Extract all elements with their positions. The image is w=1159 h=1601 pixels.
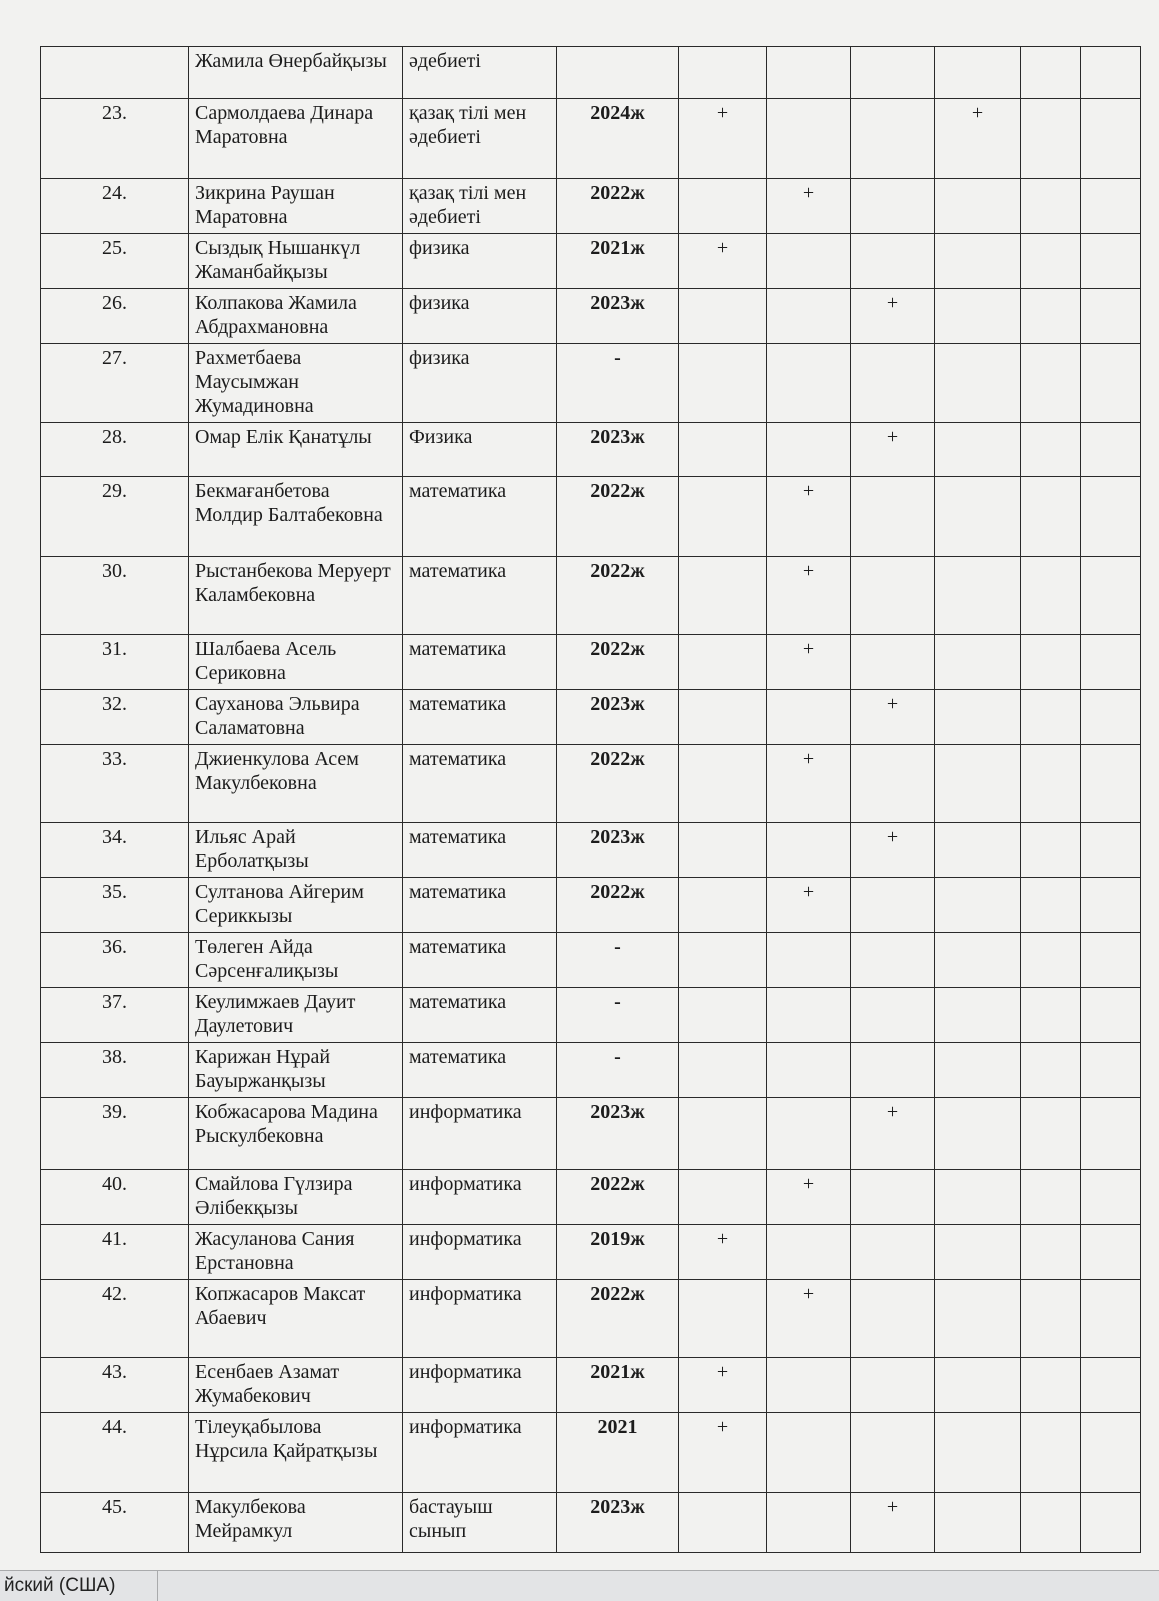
mark-cell [1021, 423, 1081, 477]
teacher-name-cell: Кобжасарова Мадина Рыскулбековна [189, 1098, 403, 1170]
mark-cell [851, 557, 935, 635]
row-number-cell: 27. [41, 344, 189, 423]
table-row [41, 988, 1141, 1043]
teacher-name-cell: Макулбекова Мейрамкул [189, 1493, 403, 1553]
subject-cell: физика [403, 234, 557, 289]
mark-cell [1021, 179, 1081, 234]
mark-cell [1081, 99, 1141, 179]
table-row [41, 823, 1141, 878]
table-row [41, 179, 1141, 234]
mark-cell [935, 878, 1021, 933]
mark-cell [851, 745, 935, 823]
mark-cell: + [767, 1170, 851, 1225]
subject-cell: математика [403, 745, 557, 823]
subject-cell: информатика [403, 1170, 557, 1225]
table-row [41, 423, 1141, 477]
mark-cell [1081, 933, 1141, 988]
teacher-name-cell: Жасуланова Сания Ерстановна [189, 1225, 403, 1280]
subject-cell: информатика [403, 1098, 557, 1170]
year-cell: 2022ж [557, 179, 679, 234]
mark-cell [851, 933, 935, 988]
table-row [41, 47, 1141, 99]
mark-cell [935, 635, 1021, 690]
row-number-cell: 40. [41, 1170, 189, 1225]
mark-cell [679, 745, 767, 823]
mark-cell [851, 477, 935, 557]
teacher-name-cell: Сармолдаева Динара Маратовна [189, 99, 403, 179]
mark-cell [1081, 988, 1141, 1043]
table-row [41, 289, 1141, 344]
mark-cell [1081, 47, 1141, 99]
year-cell: 2023ж [557, 1098, 679, 1170]
table-row [41, 1170, 1141, 1225]
mark-cell [851, 1413, 935, 1493]
subject-cell: математика [403, 635, 557, 690]
mark-cell [935, 477, 1021, 557]
year-cell: 2022ж [557, 745, 679, 823]
year-cell [557, 47, 679, 99]
mark-cell [767, 823, 851, 878]
table-row [41, 344, 1141, 423]
table-row [41, 690, 1141, 745]
row-number-cell: 24. [41, 179, 189, 234]
teacher-name-cell: Рыстанбекова Меруерт Каламбековна [189, 557, 403, 635]
mark-cell [679, 477, 767, 557]
mark-cell [767, 289, 851, 344]
mark-cell [851, 1358, 935, 1413]
year-cell: 2021ж [557, 1358, 679, 1413]
subject-cell: математика [403, 690, 557, 745]
mark-cell [1081, 179, 1141, 234]
mark-cell [1021, 823, 1081, 878]
teacher-name-cell: Ильяс Арай Ерболатқызы [189, 823, 403, 878]
mark-cell [767, 988, 851, 1043]
mark-cell [1081, 557, 1141, 635]
mark-cell: + [851, 1493, 935, 1553]
year-cell: - [557, 988, 679, 1043]
mark-cell [767, 1225, 851, 1280]
teacher-name-cell: Рахметбаева Маусымжан Жумадиновна [189, 344, 403, 423]
mark-cell [851, 179, 935, 234]
teacher-name-cell: Тілеуқабылова Нұрсила Қайратқызы [189, 1413, 403, 1493]
mark-cell [679, 1493, 767, 1553]
table-row [41, 1493, 1141, 1553]
table-row [41, 745, 1141, 823]
mark-cell [935, 234, 1021, 289]
mark-cell: + [851, 289, 935, 344]
mark-cell [1021, 344, 1081, 423]
subject-cell: бастауыш сынып [403, 1493, 557, 1553]
mark-cell [1081, 690, 1141, 745]
mark-cell [1021, 47, 1081, 99]
mark-cell [1081, 635, 1141, 690]
mark-cell [1081, 289, 1141, 344]
subject-cell: математика [403, 988, 557, 1043]
mark-cell [679, 1170, 767, 1225]
teacher-name-cell: Шалбаева Асель Сериковна [189, 635, 403, 690]
language-indicator[interactable]: йский (США) [0, 1571, 158, 1601]
mark-cell [679, 1098, 767, 1170]
row-number-cell [41, 47, 189, 99]
mark-cell [851, 1043, 935, 1098]
mark-cell [679, 878, 767, 933]
teacher-name-cell: Сыздық Нышанкүл Жаманбайқызы [189, 234, 403, 289]
mark-cell [679, 557, 767, 635]
mark-cell [1081, 344, 1141, 423]
subject-cell: физика [403, 344, 557, 423]
mark-cell: + [679, 99, 767, 179]
year-cell: 2022ж [557, 477, 679, 557]
teacher-name-cell: Джиенкулова Асем Макулбековна [189, 745, 403, 823]
row-number-cell: 29. [41, 477, 189, 557]
mark-cell [935, 1225, 1021, 1280]
mark-cell [767, 1493, 851, 1553]
mark-cell [679, 823, 767, 878]
row-number-cell: 32. [41, 690, 189, 745]
mark-cell [1081, 1413, 1141, 1493]
year-cell: - [557, 344, 679, 423]
mark-cell [767, 1043, 851, 1098]
table-row [41, 477, 1141, 557]
mark-cell [1021, 988, 1081, 1043]
row-number-cell: 35. [41, 878, 189, 933]
mark-cell [1021, 99, 1081, 179]
mark-cell [1081, 1098, 1141, 1170]
mark-cell [851, 99, 935, 179]
row-number-cell: 36. [41, 933, 189, 988]
mark-cell: + [935, 99, 1021, 179]
teacher-name-cell: Султанова Айгерим Сериккызы [189, 878, 403, 933]
mark-cell: + [767, 557, 851, 635]
mark-cell [767, 47, 851, 99]
row-number-cell: 41. [41, 1225, 189, 1280]
mark-cell [1021, 477, 1081, 557]
year-cell: 2023ж [557, 423, 679, 477]
mark-cell [767, 423, 851, 477]
mark-cell [935, 179, 1021, 234]
mark-cell [679, 47, 767, 99]
subject-cell: Физика [403, 423, 557, 477]
table-row [41, 878, 1141, 933]
mark-cell [851, 234, 935, 289]
table-row [41, 933, 1141, 988]
mark-cell [935, 1170, 1021, 1225]
mark-cell: + [767, 179, 851, 234]
year-cell: 2022ж [557, 1170, 679, 1225]
mark-cell: + [679, 234, 767, 289]
row-number-cell: 28. [41, 423, 189, 477]
mark-cell [1021, 557, 1081, 635]
mark-cell: + [679, 1358, 767, 1413]
table-row [41, 1098, 1141, 1170]
mark-cell [767, 99, 851, 179]
subject-cell: математика [403, 557, 557, 635]
mark-cell [1021, 1358, 1081, 1413]
row-number-cell: 31. [41, 635, 189, 690]
table-row [41, 99, 1141, 179]
mark-cell [1021, 745, 1081, 823]
teacher-name-cell: Есенбаев Азамат Жумабекович [189, 1358, 403, 1413]
teacher-name-cell: Жамила Өнербайқызы [189, 47, 403, 99]
mark-cell [851, 988, 935, 1043]
mark-cell: + [767, 635, 851, 690]
mark-cell [1081, 1280, 1141, 1358]
subject-cell: информатика [403, 1413, 557, 1493]
mark-cell: + [851, 423, 935, 477]
teacher-name-cell: Бекмағанбетова Молдир Балтабековна [189, 477, 403, 557]
mark-cell [1021, 1493, 1081, 1553]
mark-cell [1021, 933, 1081, 988]
mark-cell [679, 690, 767, 745]
mark-cell [851, 1170, 935, 1225]
mark-cell [935, 1358, 1021, 1413]
row-number-cell: 37. [41, 988, 189, 1043]
row-number-cell: 45. [41, 1493, 189, 1553]
mark-cell [851, 635, 935, 690]
mark-cell [935, 988, 1021, 1043]
mark-cell [1081, 1225, 1141, 1280]
year-cell: 2021 [557, 1413, 679, 1493]
mark-cell [935, 47, 1021, 99]
mark-cell: + [851, 823, 935, 878]
table-row [41, 1043, 1141, 1098]
year-cell: 2023ж [557, 1493, 679, 1553]
mark-cell [1021, 1225, 1081, 1280]
teacher-name-cell: Кеулимжаев Дауит Даулетович [189, 988, 403, 1043]
row-number-cell: 44. [41, 1413, 189, 1493]
mark-cell: + [767, 1280, 851, 1358]
subject-cell: математика [403, 933, 557, 988]
year-cell: 2021ж [557, 234, 679, 289]
mark-cell [679, 933, 767, 988]
row-number-cell: 30. [41, 557, 189, 635]
mark-cell [1081, 477, 1141, 557]
mark-cell: + [767, 745, 851, 823]
year-cell: 2024ж [557, 99, 679, 179]
year-cell: 2023ж [557, 690, 679, 745]
mark-cell [935, 289, 1021, 344]
mark-cell [679, 635, 767, 690]
teacher-name-cell: Смайлова Гүлзира Әлібекқызы [189, 1170, 403, 1225]
mark-cell [1081, 423, 1141, 477]
mark-cell [1021, 635, 1081, 690]
mark-cell [935, 423, 1021, 477]
row-number-cell: 25. [41, 234, 189, 289]
mark-cell [1021, 1170, 1081, 1225]
year-cell: 2022ж [557, 878, 679, 933]
mark-cell [679, 344, 767, 423]
mark-cell [1081, 1170, 1141, 1225]
mark-cell [679, 423, 767, 477]
row-number-cell: 38. [41, 1043, 189, 1098]
mark-cell [767, 933, 851, 988]
mark-cell: + [851, 690, 935, 745]
mark-cell [1081, 1493, 1141, 1553]
year-cell: 2019ж [557, 1225, 679, 1280]
year-cell: 2023ж [557, 289, 679, 344]
mark-cell [767, 1413, 851, 1493]
row-number-cell: 23. [41, 99, 189, 179]
mark-cell [935, 1098, 1021, 1170]
mark-cell [935, 690, 1021, 745]
year-cell: - [557, 933, 679, 988]
mark-cell [767, 344, 851, 423]
row-number-cell: 39. [41, 1098, 189, 1170]
mark-cell [767, 690, 851, 745]
table-row [41, 1225, 1141, 1280]
mark-cell [1081, 823, 1141, 878]
table-row [41, 1358, 1141, 1413]
mark-cell [1021, 234, 1081, 289]
year-cell: - [557, 1043, 679, 1098]
teacher-name-cell: Колпакова Жамила Абдрахмановна [189, 289, 403, 344]
mark-cell: + [679, 1225, 767, 1280]
year-cell: 2023ж [557, 823, 679, 878]
subject-cell: математика [403, 823, 557, 878]
mark-cell [679, 179, 767, 234]
mark-cell [1081, 1358, 1141, 1413]
mark-cell [851, 47, 935, 99]
mark-cell [679, 289, 767, 344]
mark-cell [935, 745, 1021, 823]
row-number-cell: 33. [41, 745, 189, 823]
mark-cell [851, 1225, 935, 1280]
mark-cell [1021, 878, 1081, 933]
mark-cell [1021, 1043, 1081, 1098]
mark-cell [767, 234, 851, 289]
subject-cell: физика [403, 289, 557, 344]
mark-cell: + [679, 1413, 767, 1493]
mark-cell [935, 823, 1021, 878]
mark-cell [935, 1043, 1021, 1098]
mark-cell [935, 1413, 1021, 1493]
subject-cell: математика [403, 1043, 557, 1098]
teacher-name-cell: Зикрина Раушан Маратовна [189, 179, 403, 234]
year-cell: 2022ж [557, 557, 679, 635]
teacher-name-cell: Омар Елік Қанатұлы [189, 423, 403, 477]
table-row [41, 635, 1141, 690]
mark-cell [1081, 745, 1141, 823]
year-cell: 2022ж [557, 1280, 679, 1358]
mark-cell [935, 344, 1021, 423]
mark-cell [679, 988, 767, 1043]
mark-cell [1081, 234, 1141, 289]
subject-cell: информатика [403, 1225, 557, 1280]
subject-cell: қазақ тілі мен әдебиеті [403, 99, 557, 179]
mark-cell [1021, 690, 1081, 745]
mark-cell [851, 344, 935, 423]
teacher-name-cell: Сауханова Эльвира Саламатовна [189, 690, 403, 745]
mark-cell: + [767, 477, 851, 557]
table-row [41, 1413, 1141, 1493]
subject-cell: информатика [403, 1280, 557, 1358]
mark-cell [1081, 1043, 1141, 1098]
table-row [41, 557, 1141, 635]
row-number-cell: 42. [41, 1280, 189, 1358]
table-body [41, 47, 1141, 1553]
subject-cell: әдебиеті [403, 47, 557, 99]
mark-cell [935, 557, 1021, 635]
mark-cell [767, 1098, 851, 1170]
mark-cell: + [767, 878, 851, 933]
status-bar [0, 1570, 1159, 1601]
teacher-name-cell: Копжасаров Максат Абаевич [189, 1280, 403, 1358]
mark-cell [1021, 1413, 1081, 1493]
table-row [41, 234, 1141, 289]
row-number-cell: 34. [41, 823, 189, 878]
year-cell: 2022ж [557, 635, 679, 690]
mark-cell [1081, 878, 1141, 933]
mark-cell [851, 1280, 935, 1358]
mark-cell [679, 1280, 767, 1358]
mark-cell [851, 878, 935, 933]
teacher-name-cell: Карижан Нұрай Бауыржанқызы [189, 1043, 403, 1098]
subject-cell: математика [403, 878, 557, 933]
subject-cell: математика [403, 477, 557, 557]
table-row [41, 1280, 1141, 1358]
mark-cell [935, 1280, 1021, 1358]
mark-cell [1021, 1098, 1081, 1170]
mark-cell [935, 933, 1021, 988]
row-number-cell: 26. [41, 289, 189, 344]
mark-cell [679, 1043, 767, 1098]
mark-cell [1021, 1280, 1081, 1358]
subject-cell: қазақ тілі мен әдебиеті [403, 179, 557, 234]
mark-cell: + [851, 1098, 935, 1170]
mark-cell [767, 1358, 851, 1413]
subject-cell: информатика [403, 1358, 557, 1413]
teachers-table [40, 46, 1141, 1553]
mark-cell [935, 1493, 1021, 1553]
row-number-cell: 43. [41, 1358, 189, 1413]
teacher-name-cell: Төлеген Айда Сәрсенғалиқызы [189, 933, 403, 988]
mark-cell [1021, 289, 1081, 344]
